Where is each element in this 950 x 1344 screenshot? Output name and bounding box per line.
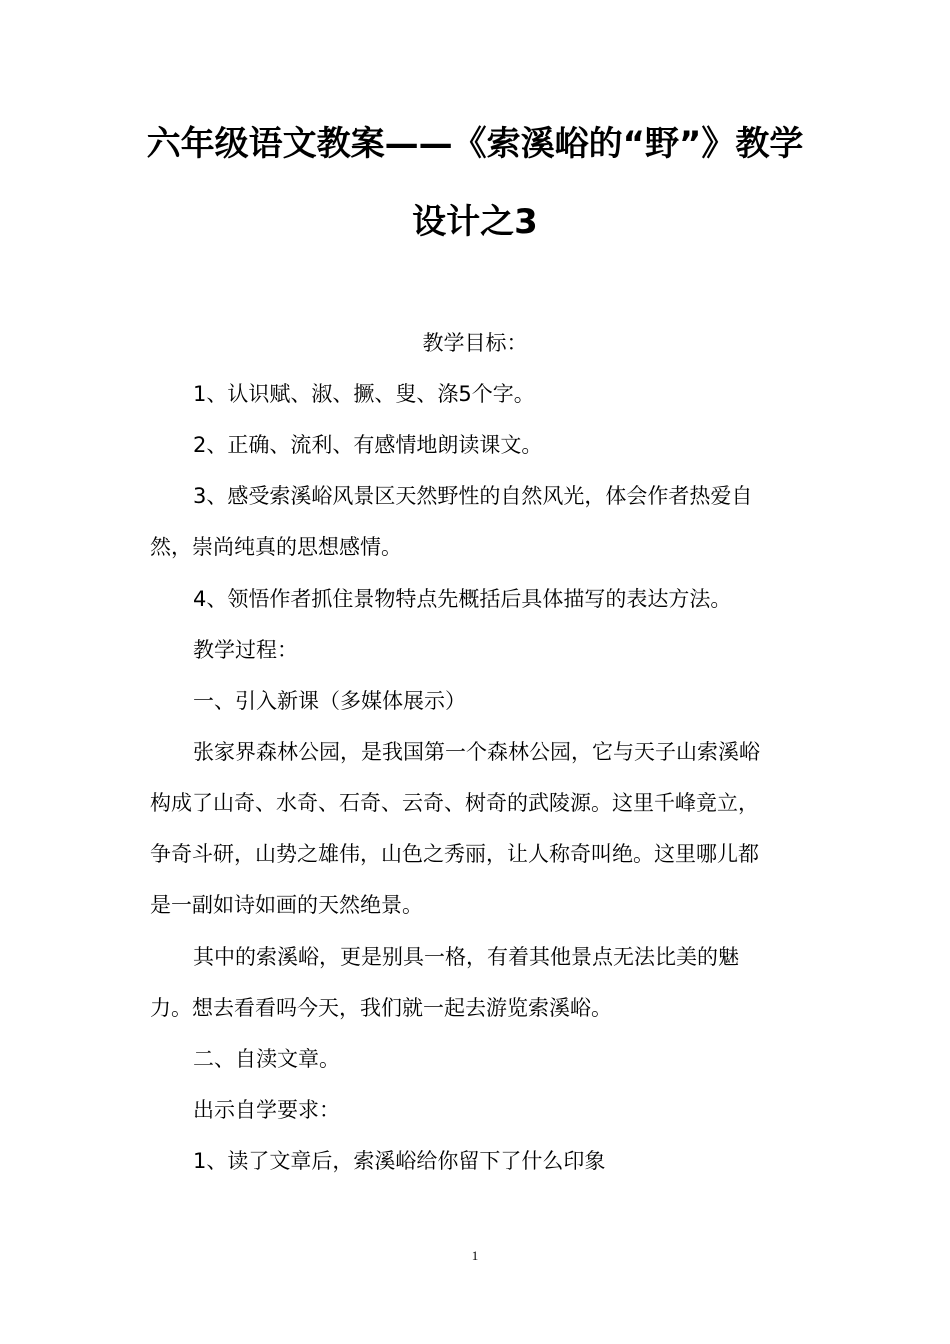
document-title-line-1: 六年级语文教案——《索溪峪的“野”》教学	[146, 124, 804, 164]
section-heading-teaching-goals: 教学目标：	[422, 331, 528, 355]
intro-paragraph-line-2: 构成了山奇、水奇、石奇、云奇、树奇的武陵源。这里千峰竟立，	[150, 791, 759, 815]
goal-item-4: 4、领悟作者抓住景物特点先概括后具体描写的表达方法。	[193, 587, 732, 611]
intro-paragraph-line-3: 争奇斗研，山势之雄伟，山色之秀丽，让人称奇叫绝。这里哪儿都	[150, 842, 759, 866]
step-1-heading: 一、引入新课（多媒体展示）	[193, 689, 466, 713]
goal-item-1: 1、认识赋、淑、撅、叟、涤5个字。	[193, 382, 535, 406]
self-study-requirements-heading: 出示自学要求：	[193, 1098, 340, 1122]
page-number: 1	[471, 1248, 479, 1263]
goal-item-2: 2、正确、流利、有感情地朗读课文。	[193, 433, 543, 457]
goal-item-3-line-2: 然，崇尚纯真的思想感情。	[150, 535, 402, 559]
intro-paragraph-line-4: 是一副如诗如画的天然绝景。	[150, 893, 423, 917]
suoxiyu-paragraph-line-2: 力。想去看看吗今天，我们就一起去游览索溪峪。	[150, 996, 612, 1020]
step-2-heading: 二、自渎文章。	[193, 1047, 340, 1071]
goal-item-3-line-1: 3、感受索溪峪风景区天然野性的自然风光，体会作者热爱自	[193, 484, 753, 508]
suoxiyu-paragraph-line-1: 其中的索溪峪，更是别具一格，有着其他景点无法比美的魅	[193, 945, 739, 969]
self-study-question-1: 1、读了文章后，索溪峪给你留下了什么印象	[193, 1149, 606, 1173]
intro-paragraph-line-1: 张家界森林公园，是我国第一个森林公园，它与天子山索溪峪	[193, 740, 760, 764]
document-title-line-2: 设计之3	[412, 202, 538, 242]
section-heading-teaching-process: 教学过程：	[193, 638, 298, 662]
